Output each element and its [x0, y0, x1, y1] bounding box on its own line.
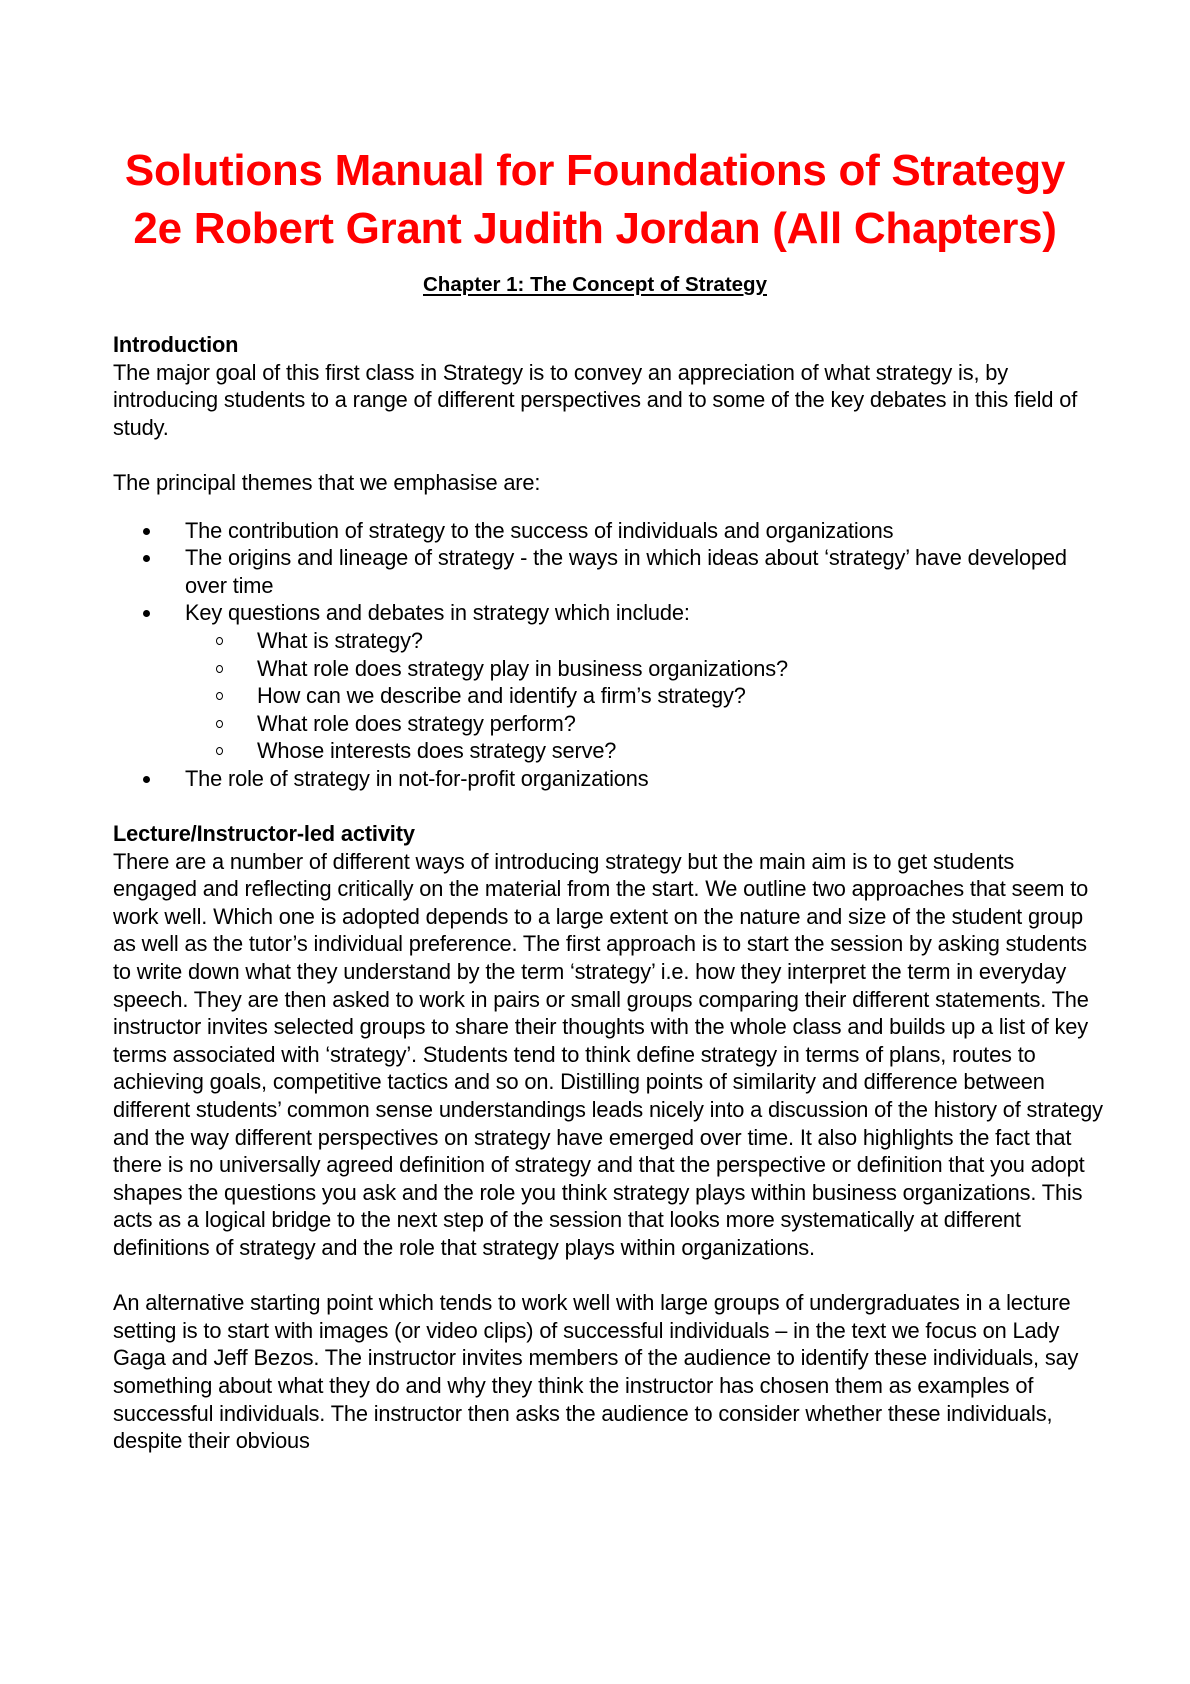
chapter-heading: [0, 272, 1190, 298]
sub-list-item: [185, 655, 1103, 683]
circle-bullet-icon: [216, 747, 223, 755]
list-item-text: The contribution of strategy to the success of individuals and organizations: [185, 517, 894, 543]
sub-list-item-text: What role does strategy play in business organizations?: [257, 655, 788, 681]
chapter-heading-text: Chapter 1: The Concept of Strategy: [423, 273, 767, 296]
list-item: [113, 517, 1103, 545]
bullet-icon: [143, 610, 150, 617]
spacer: [113, 1262, 1103, 1290]
sub-list-item: [185, 737, 1103, 765]
circle-bullet-icon: [216, 665, 223, 673]
document-body: [113, 331, 1103, 1455]
circle-bullet-icon: [216, 692, 223, 700]
sub-list-item-text: What role does strategy perform?: [257, 710, 576, 736]
circle-bullet-icon: [216, 720, 223, 728]
circle-bullet-icon: [216, 637, 223, 645]
sub-list-item-text: Whose interests does strategy serve?: [257, 738, 617, 764]
sub-list-item: [185, 627, 1103, 655]
sub-list-item-text: What is strategy?: [257, 627, 423, 653]
questions-sublist: [185, 627, 1103, 765]
list-item-text: The origins and lineage of strategy - the ways in which ideas about ‘strategy’ have developed over time: [185, 545, 1067, 598]
list-item-text: The role of strategy in not-for-profit organizations: [185, 765, 649, 791]
sub-list-item: [185, 682, 1103, 710]
document-title: [60, 142, 1130, 258]
introduction-section: [113, 331, 1103, 793]
spacer: [113, 793, 1103, 821]
lecture-section: [113, 820, 1103, 1455]
introduction-paragraph: The major goal of this first class in Strategy is to convey an appreciation of what strategy is, by introducing students to a range of different perspectives and to some of the key debates in this field of study.: [113, 359, 1078, 440]
bullet-icon: [143, 528, 150, 535]
sub-list-item: [185, 710, 1103, 738]
spacer: [113, 441, 1103, 469]
list-item-text: Key questions and debates in strategy which include:: [185, 600, 690, 626]
spacer: [113, 497, 1103, 517]
sub-list-item-text: How can we describe and identify a firm’s strategy?: [257, 683, 746, 709]
lecture-heading: Lecture/Instructor-led activity: [113, 821, 415, 847]
title-line-2: 2e Robert Grant Judith Jordan (All Chapters): [133, 204, 1057, 253]
themes-intro: The principal themes that we emphasise are:: [113, 469, 541, 495]
bullet-icon: [143, 776, 150, 783]
lecture-paragraph-2: An alternative starting point which tends to work well with large groups of undergraduates in a lecture setting is to start with images (or video clips) of successful individuals – in the text we focus on Lady Gaga and Jeff Bezos. The instructor invites members of the audience to identify these individuals, say something about what they do and why they think the instructor has chosen them as examples of successful individuals. The instructor then asks the audience to consider whether these individuals, despite their obvious: [113, 1290, 1079, 1454]
list-item: [113, 544, 1103, 599]
list-item: [113, 599, 1103, 765]
introduction-heading: Introduction: [113, 332, 239, 357]
bullet-icon: [143, 555, 150, 562]
themes-list: [113, 517, 1103, 793]
list-item: [113, 765, 1103, 793]
title-line-1: Solutions Manual for Foundations of Strategy: [124, 146, 1066, 195]
lecture-paragraph-1: There are a number of different ways of introducing strategy but the main aim is to get students engaged and reflecting critically on the material from the start. We outline two approaches that seem to work well. Which one is adopted depends to a large extent on the nature and size of the student group as well as the tutor’s individual preference. The first approach is to start the session by asking students to write down what they understand by the term ‘strategy’ i.e. how they interpret the term in everyday speech. They are then asked to work in pairs or small groups comparing their different statements. The instructor invites selected groups to share their thoughts with the whole class and builds up a list of key terms associated with ‘strategy’. Students tend to think define strategy in terms of plans, routes to achieving goals, competitive tactics and so on. Distilling points of similarity and difference between different students’ common sense understandings leads nicely into a discussion of the history of strategy and the way different perspectives on strategy have emerged over time. It also highlights the fact that there is no universally agreed definition of strategy and that the perspective or definition that you adopt shapes the questions you ask and the role you think strategy plays within business organizations. This acts as a logical bridge to the next step of the session that looks more systematically at different definitions of strategy and the role that strategy plays within organizations.: [113, 848, 1103, 1260]
